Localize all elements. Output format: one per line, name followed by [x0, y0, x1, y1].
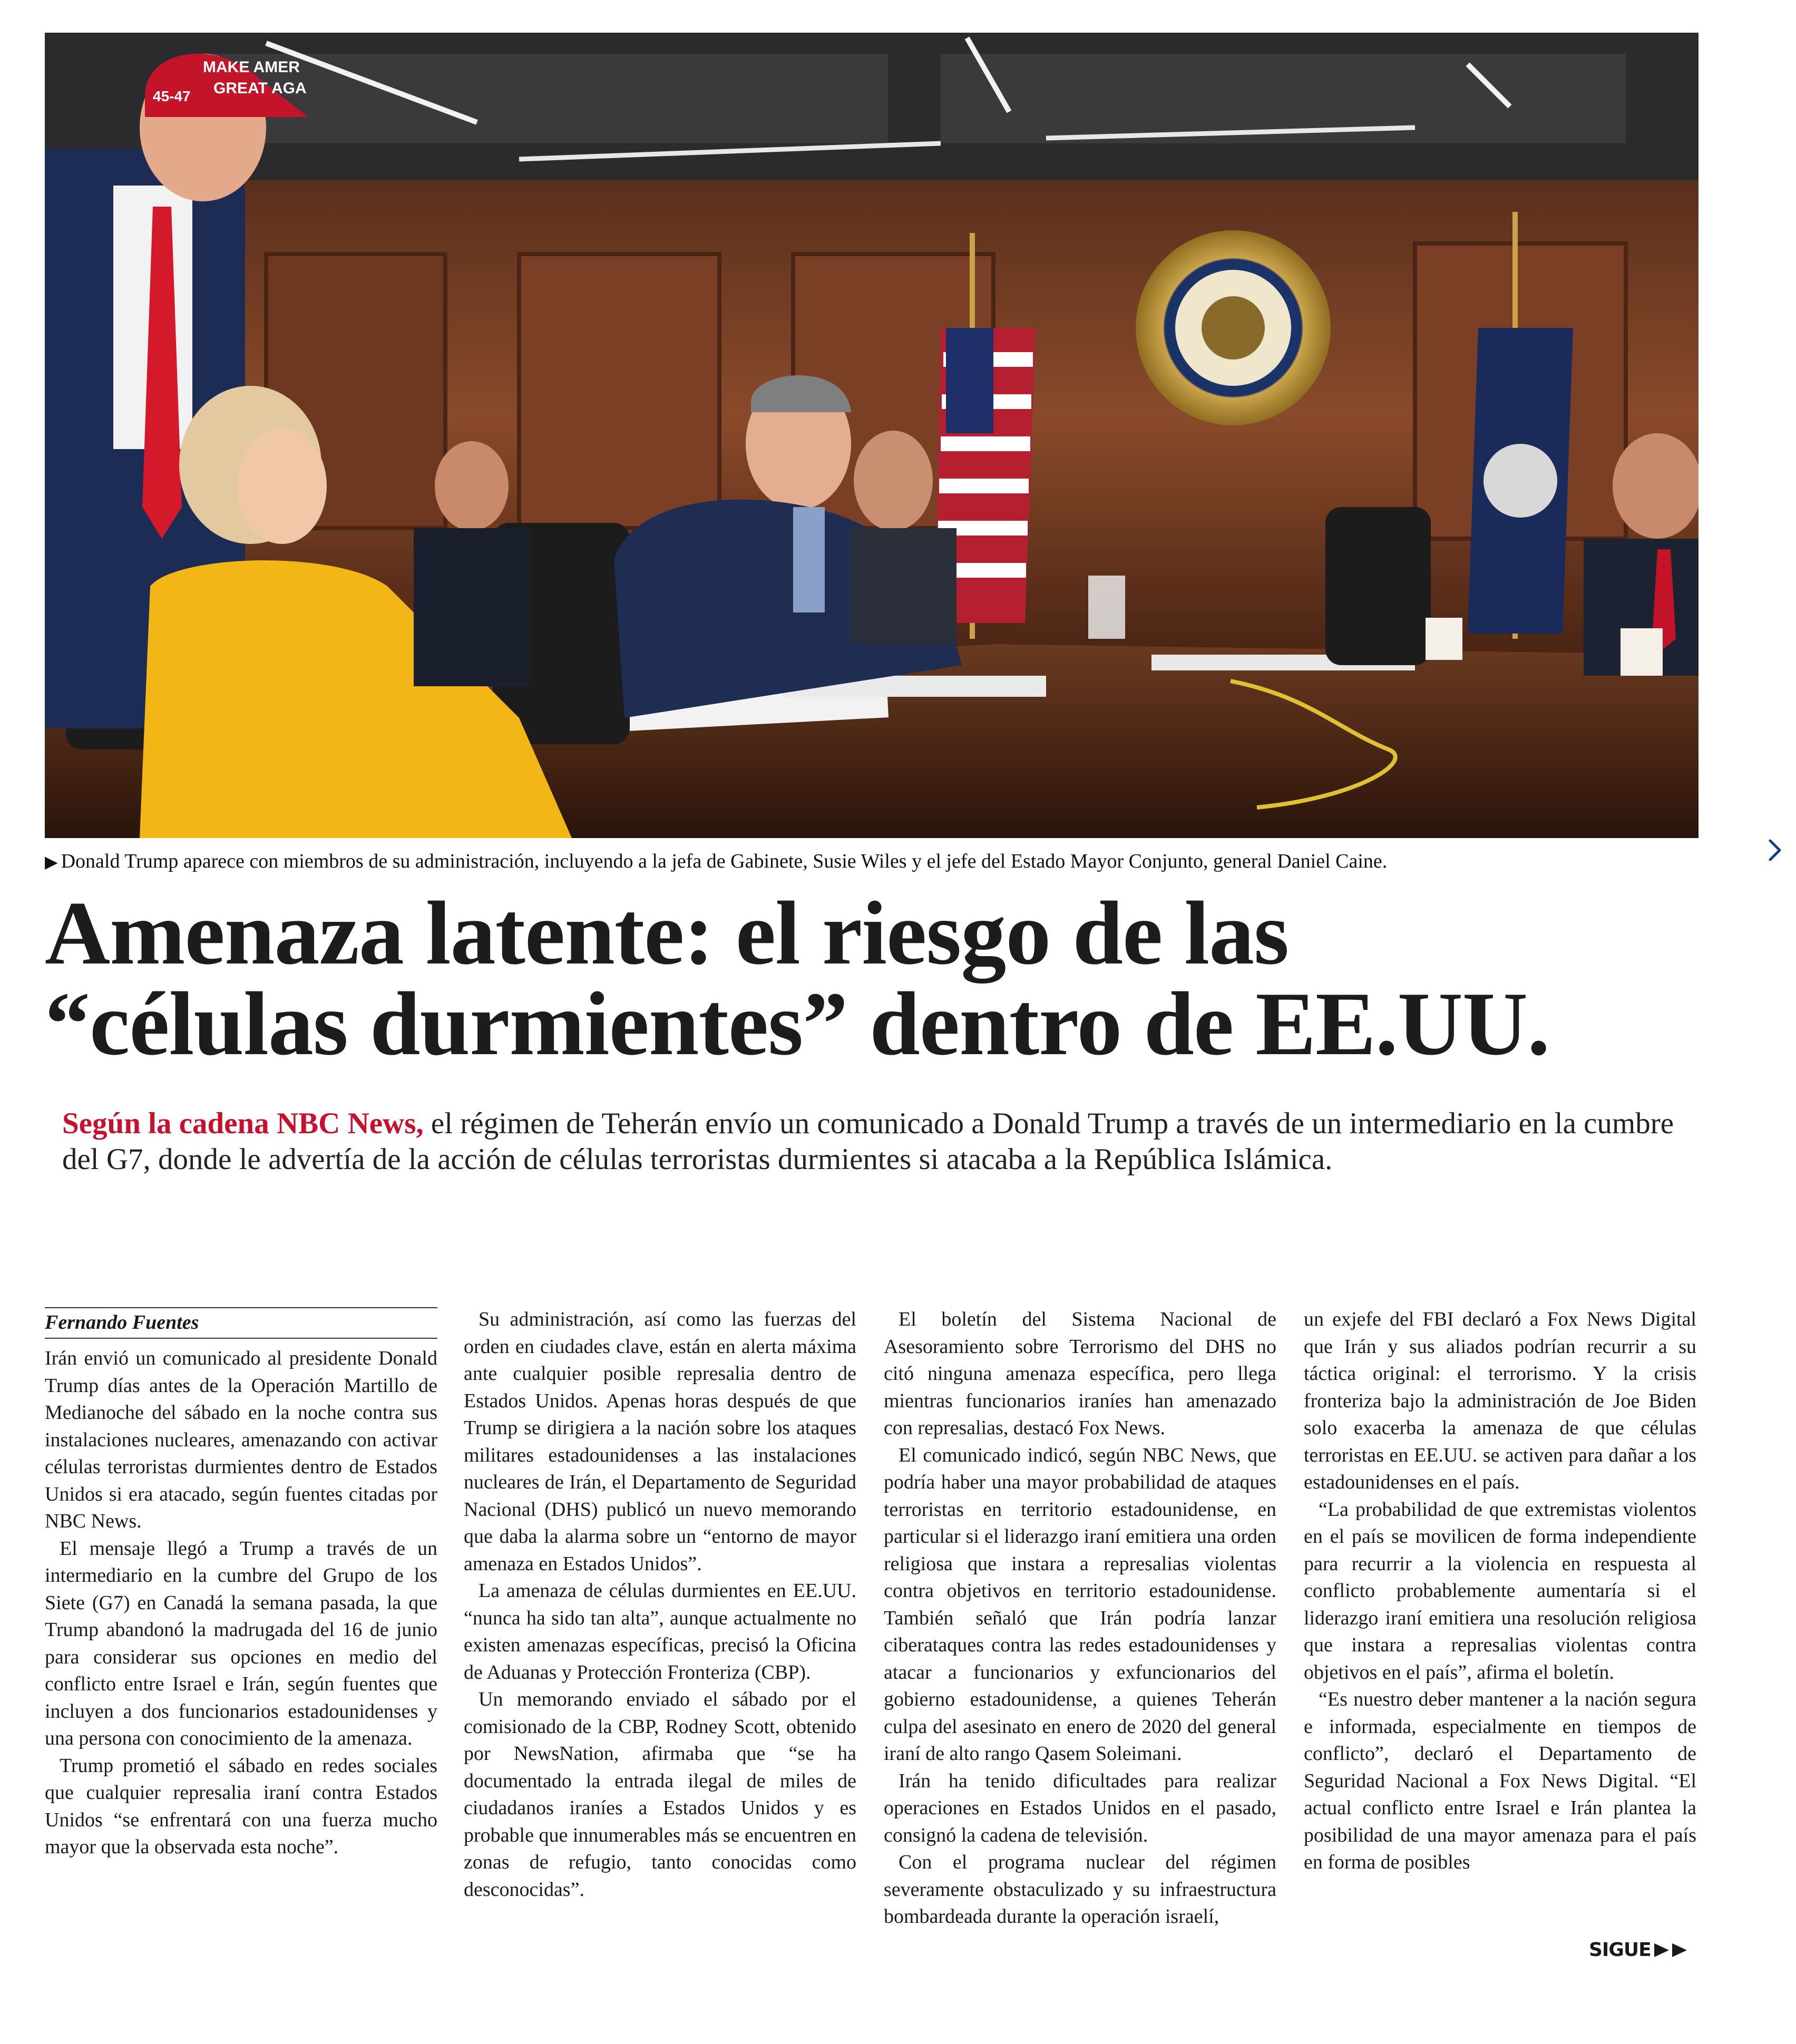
paragraph: Irán envió un comunicado al presidente Donald Trump días antes de la Operación Martillo de Medianoche del sábado en la noche contra sus instalaciones nucleares, amenazando con activar células terroristas durmientes dentro de Estados Unidos si era atacado, según fuentes citadas por NBC News.	[45, 1347, 437, 1532]
paragraph: “La probabilidad de que extremistas violentos en el país se movilicen de forma independiente para recurrir a la violencia en respuesta al conflicto probablemente aumentaría si el liderazgo iraní emitiera una resolución religiosa que instara a represalias violentas contra objetivos en el país”, afirma el boletín.	[1304, 1498, 1696, 1683]
column-1	[45, 1306, 437, 1965]
triangle-right-icon: ▶	[45, 852, 58, 871]
paragraph: un exjefe del FBI declaró a Fox News Digital que Irán y sus aliados podrían recurrir a su táctica original: el terrorismo. Y la crisis fronteriza bajo la administración de Joe Biden solo exacerba la amenaza de que células terroristas en EE.UU. se activen para dañar a los estadounidenses en el país.	[1304, 1308, 1696, 1493]
cap-text-line2: GREAT AGA	[213, 80, 307, 97]
paragraph: Trump prometió el sábado en redes sociales que cualquier represalia iraní contra Estados Unidos “se enfrentará con una fuerza mucho mayor que la observada esta noche”.	[45, 1754, 437, 1858]
news-photo	[45, 33, 1699, 838]
paragraph: El comunicado indicó, según NBC News, que podría haber una mayor probabilidad de ataques terroristas en territorio estadounidense, en particular si el liderazgo iraní emitiera una orden religiosa que instara a represalias violentas contra objetivos en territorio estadounidense. También señaló que Irán podría lanzar ciberataques contra las redes estadounidenses y atacar a funcionarios y exfuncionarios del gobierno estadounidense, a quienes Teherán culpa del asesinato en enero de 2020 del general iraní de alto rango Qasem Soleimani.	[884, 1444, 1276, 1765]
paragraph: Con el programa nuclear del régimen severamente obstaculizado y su infraestructura bombardeada durante la operación israelí,	[884, 1851, 1276, 1928]
column-2	[464, 1306, 856, 1965]
column-3	[884, 1306, 1276, 1965]
paragraph: “Es nuestro deber mantener a la nación segura e informada, especialmente en tiempos de conflicto”, declaró el Departamento de Seguridad Nacional a Fox News Digital. “El actual conflicto entre Israel e Irán plantea la posibilidad de una mayor amenaza para el país en forma de posibles	[1304, 1688, 1696, 1873]
column-4	[1304, 1306, 1696, 1965]
deck-subtitle	[62, 1106, 1696, 1177]
paragraph: Su administración, así como las fuerzas del orden en ciudades clave, están en alerta máxima ante cualquier posible represalia dentro de Estados Unidos. Apenas horas después de que Trump se dirigiera a la nación sobre los ataques militares estadounidenses a las instalaciones nucleares de Irán, el Departamento de Seguridad Nacional (DHS) publicó un nuevo memorando que daba la alarma sobre un “entorno de mayor amenaza en Estados Unidos”.	[464, 1308, 856, 1575]
continue-link[interactable]	[1589, 1938, 1690, 1963]
photo-caption	[45, 846, 1731, 878]
caption-text: Donald Trump aparece con miembros de su administración, incluyendo a la jefa de Gabinete, Susie Wiles y el jefe del Estado Mayor Conjunto, general Daniel Caine.	[61, 850, 1388, 872]
headline-line2: “células durmientes” dentro de EE.UU.	[45, 974, 1550, 1074]
chevron-right-icon	[1767, 839, 1783, 862]
paragraph: Un memorando enviado el sábado por el comisionado de la CBP, Rodney Scott, obtenido por NewsNation, afirmaba que “se ha documentado la entrada ilegal de miles de ciudadanos iraníes a Estados Unidos y es probable que innumerables más se encuentren en zonas de refugio, tanto conocidas como desconocidas”.	[464, 1688, 856, 1901]
headline-line1: Amenaza latente: el riesgo de las	[45, 883, 1289, 984]
double-arrow-right-icon	[1653, 1942, 1690, 1958]
deck-lead: Según la cadena NBC News,	[62, 1107, 424, 1140]
cap-text-line1: MAKE AMER	[203, 59, 300, 76]
continue-label: SIGUE	[1589, 1939, 1651, 1961]
paragraph: Irán ha tenido dificultades para realizar operaciones en Estados Unidos en el pasado, consignó la cadena de televisión.	[884, 1769, 1276, 1846]
paragraph: El mensaje llegó a Trump a través de un intermediario en la cumbre del Grupo de los Siete (G7) en Canadá la semana pasada, la que Trump abandonó la madrugada del 16 de junio para considerar sus opciones en medio del conflicto entre Israel e Irán, según fuentes que incluyen a dos funcionarios estadounidenses y una persona con conocimiento de la amenaza.	[45, 1537, 437, 1749]
byline: Fernando Fuentes	[45, 1307, 437, 1339]
situation-room-illustration	[45, 33, 1699, 838]
deck-text: el régimen de Teherán envío un comunicado a Donald Trump a través de un intermediario en la cumbre del G7, donde le advertía de la acción de células terroristas durmientes si atacaba a la República Islámica.	[62, 1107, 1674, 1176]
headline	[45, 883, 1731, 1074]
paragraph: El boletín del Sistema Nacional de Asesoramiento sobre Terrorismo del DHS no citó ninguna amenaza específica, pero llega mientras funcionarios iraníes han amenazado con represalias, destacó Fox News.	[884, 1308, 1276, 1439]
cap-side-text: 45-47	[153, 88, 191, 104]
paragraph: La amenaza de células durmientes en EE.UU. “nunca ha sido tan alta”, aunque actualmente no existen amenazas específicas, precisó la Oficina de Aduanas y Protección Fronteriza (CBP).	[464, 1580, 856, 1683]
next-page-button[interactable]	[1759, 832, 1791, 869]
article-body	[45, 1306, 1699, 1965]
